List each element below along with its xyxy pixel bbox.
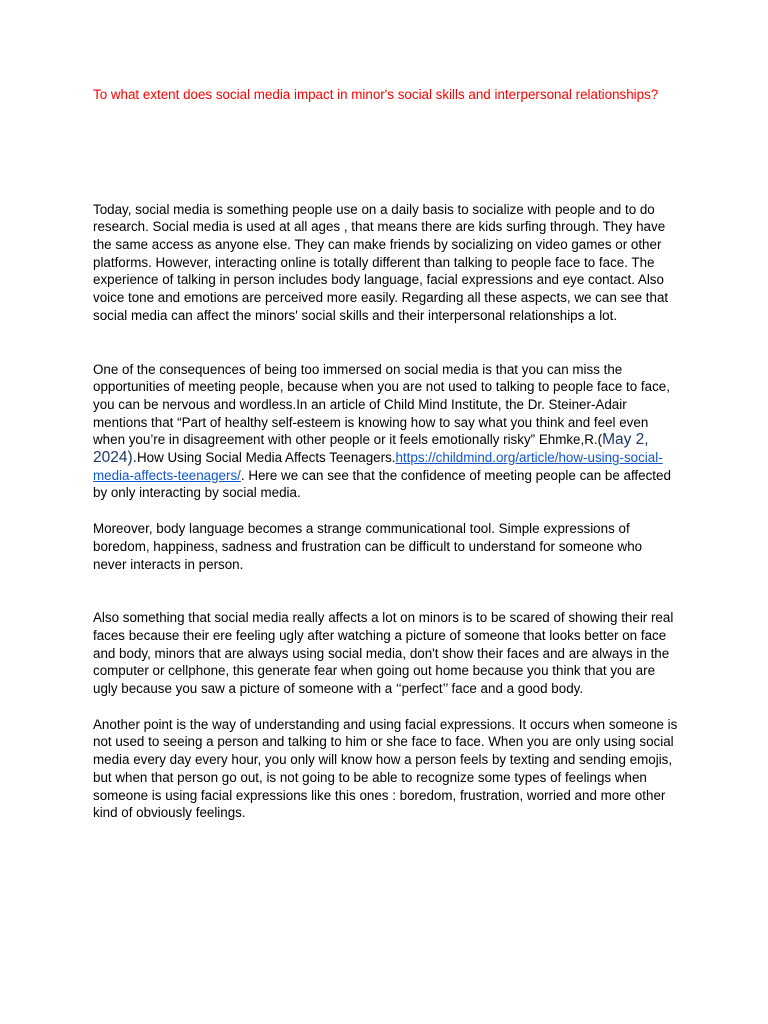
citation-link[interactable]: https://childmind.org/article/how-using-social-media-affects-teenagers/	[93, 450, 663, 483]
paragraph-consequences	[93, 361, 678, 503]
paragraph-self-image: Also something that social media really affects a lot on minors is to be scared of showing their real faces because their ere feeling ugly after watching a picture of someone that looks better on face and body, minors that are always using social media, don't show their faces and are always in the computer or cellphone, this generate fear when going out home because you think that you are ugly because you saw a picture of someone with a ‘‘perfect’’ face and a good body.	[93, 610, 674, 697]
paragraph-consequences-conclusion: . Here we can see that the confidence of meeting people can be affected by only interacting by social media.	[93, 467, 671, 501]
document-title: To what extent does social media impact in minor's social skills and interpersonal relationships?	[93, 87, 659, 102]
document-page	[93, 86, 678, 822]
citation-title: How Using Social Media Affects Teenagers.	[136, 450, 396, 466]
paragraph-intro: Today, social media is something people use on a daily basis to socialize with people and to do research. Social media is used at all ages , that means there are kids surfing through. They have the same access as anyone else. They can make friends by socializing on video games or other platforms. However, interacting online is totally different than talking to people face to face. The experience of talking in person includes body language, facial expressions and eye contact. Also voice tone and emotions are perceived more easily. Regarding all these aspects, we can see that social media can affect the minors' social skills and their interpersonal relationships a lot.	[93, 201, 669, 323]
citation-date: May 2, 2024).	[93, 431, 649, 467]
paragraph-body-language: Moreover, body language becomes a strange communicational tool. Simple expressions of boredom, happiness, sadness and frustration can be difficult to understand for someone who never interacts in person.	[93, 521, 643, 572]
paragraph-consequences-text: One of the consequences of being too immersed on social media is that you can miss the opportunities of meeting people, because when you are not used to talking to people face to face, you can be nervous and wordless.In an article of Child Mind Institute, the Dr. Steiner-Adair mentions that “Part of healthy self-esteem is knowing how to say what you think and feel even when you’re in disagreement with other people or it feels emotionally risky” Ehmke,R.(	[93, 361, 670, 448]
paragraph-facial-expressions: Another point is the way of understanding and using facial expressions. It occurs when someone is not used to seeing a person and talking to him or she face to face. When you are only using social media every day every hour, you only will know how a person feels by texting and sending emojis, but when that person go out, is not going to be able to recognize some types of feelings when someone is using facial expressions like this ones : boredom, frustration, worried and more other kind of obviously feelings.	[93, 716, 678, 821]
